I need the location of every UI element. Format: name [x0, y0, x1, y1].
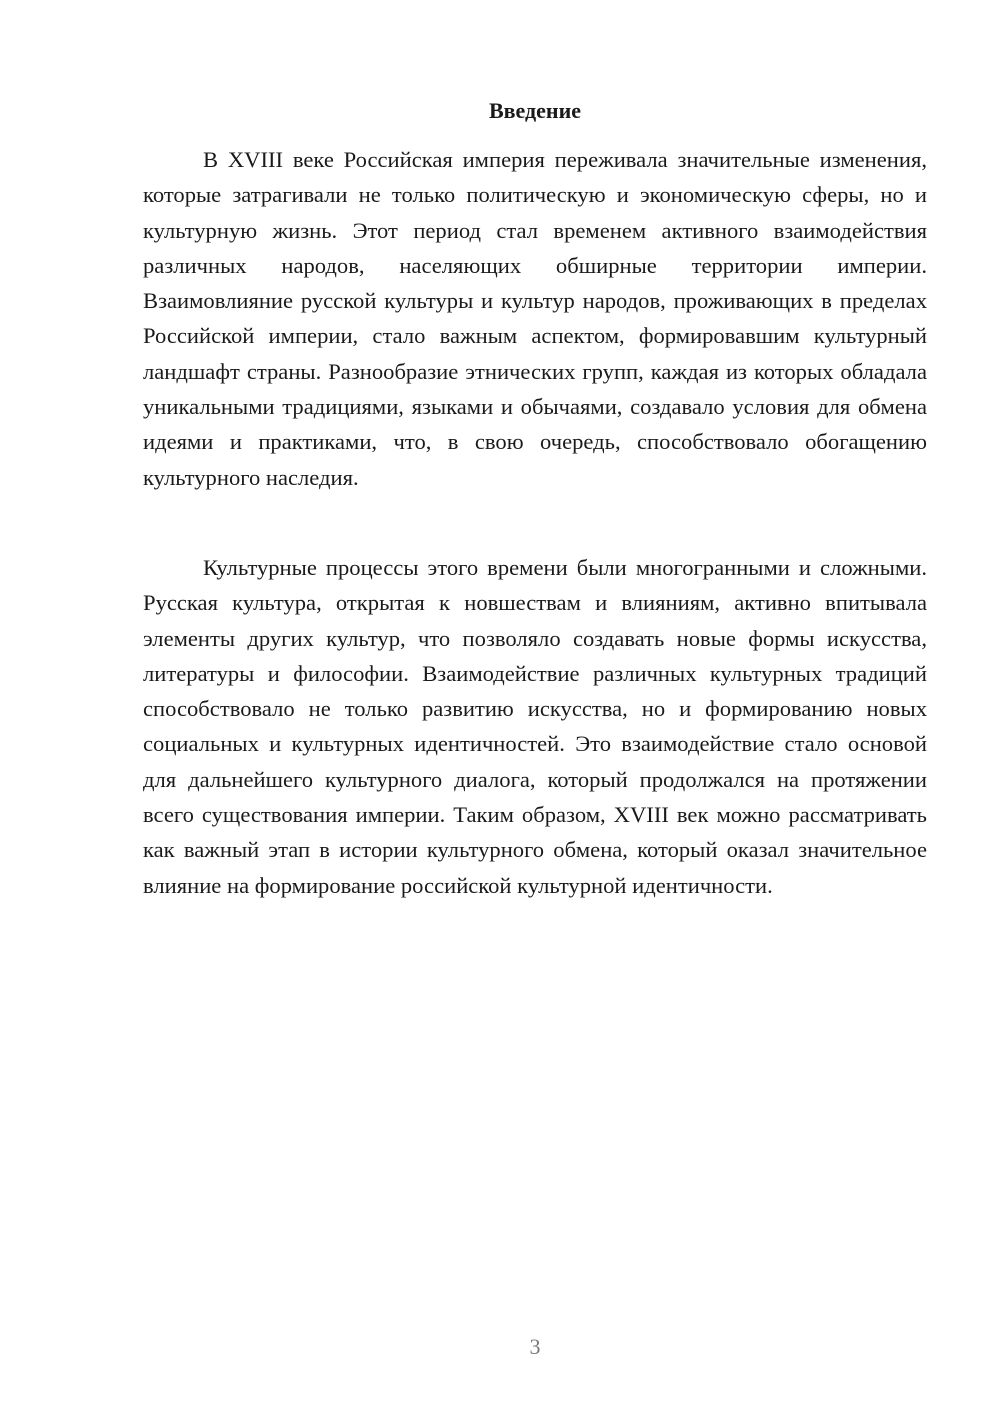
paragraph-2: Культурные процессы этого времени были многогранными и сложными. Русская культура, открытая к новшествам и влияниям, активно впитывала элементы других культур, что позволяло создавать новые формы искусства, литературы и философии. Взаимодействие различных культурных традиций способствовало не только развитию искусства, но и формированию новых социальных и культурных идентичностей. Это взаимодействие стало основой для дальнейшего культурного диалога, который продолжался на протяжении всего существования империи. Таким образом, XVIII век можно рассматривать как важный этап в истории культурного обмена, который оказал значительное влияние на формирование российской культурной идентичности. [143, 555, 927, 898]
section-heading: Введение [488, 98, 582, 123]
paragraph-1: В XVIII веке Российская империя переживала значительные изменения, которые затрагивали не только политическую и экономическую сферы, но и культурную жизнь. Этот период стал временем активного взаимодействия различных народов, населяющих обширные территории империи. Взаимовлияние русской культуры и культур народов, проживающих в пределах Российской империи, стало важным аспектом, формировавшим культурный ландшафт страны. Разнообразие этнических групп, каждая из которых обладала уникальными традициями, языками и обычаями, создавало условия для обмена идеями и практиками, что, в свою очередь, способствовало обогащению культурного наследия. [143, 147, 927, 490]
page-number: 3 [529, 1334, 541, 1359]
